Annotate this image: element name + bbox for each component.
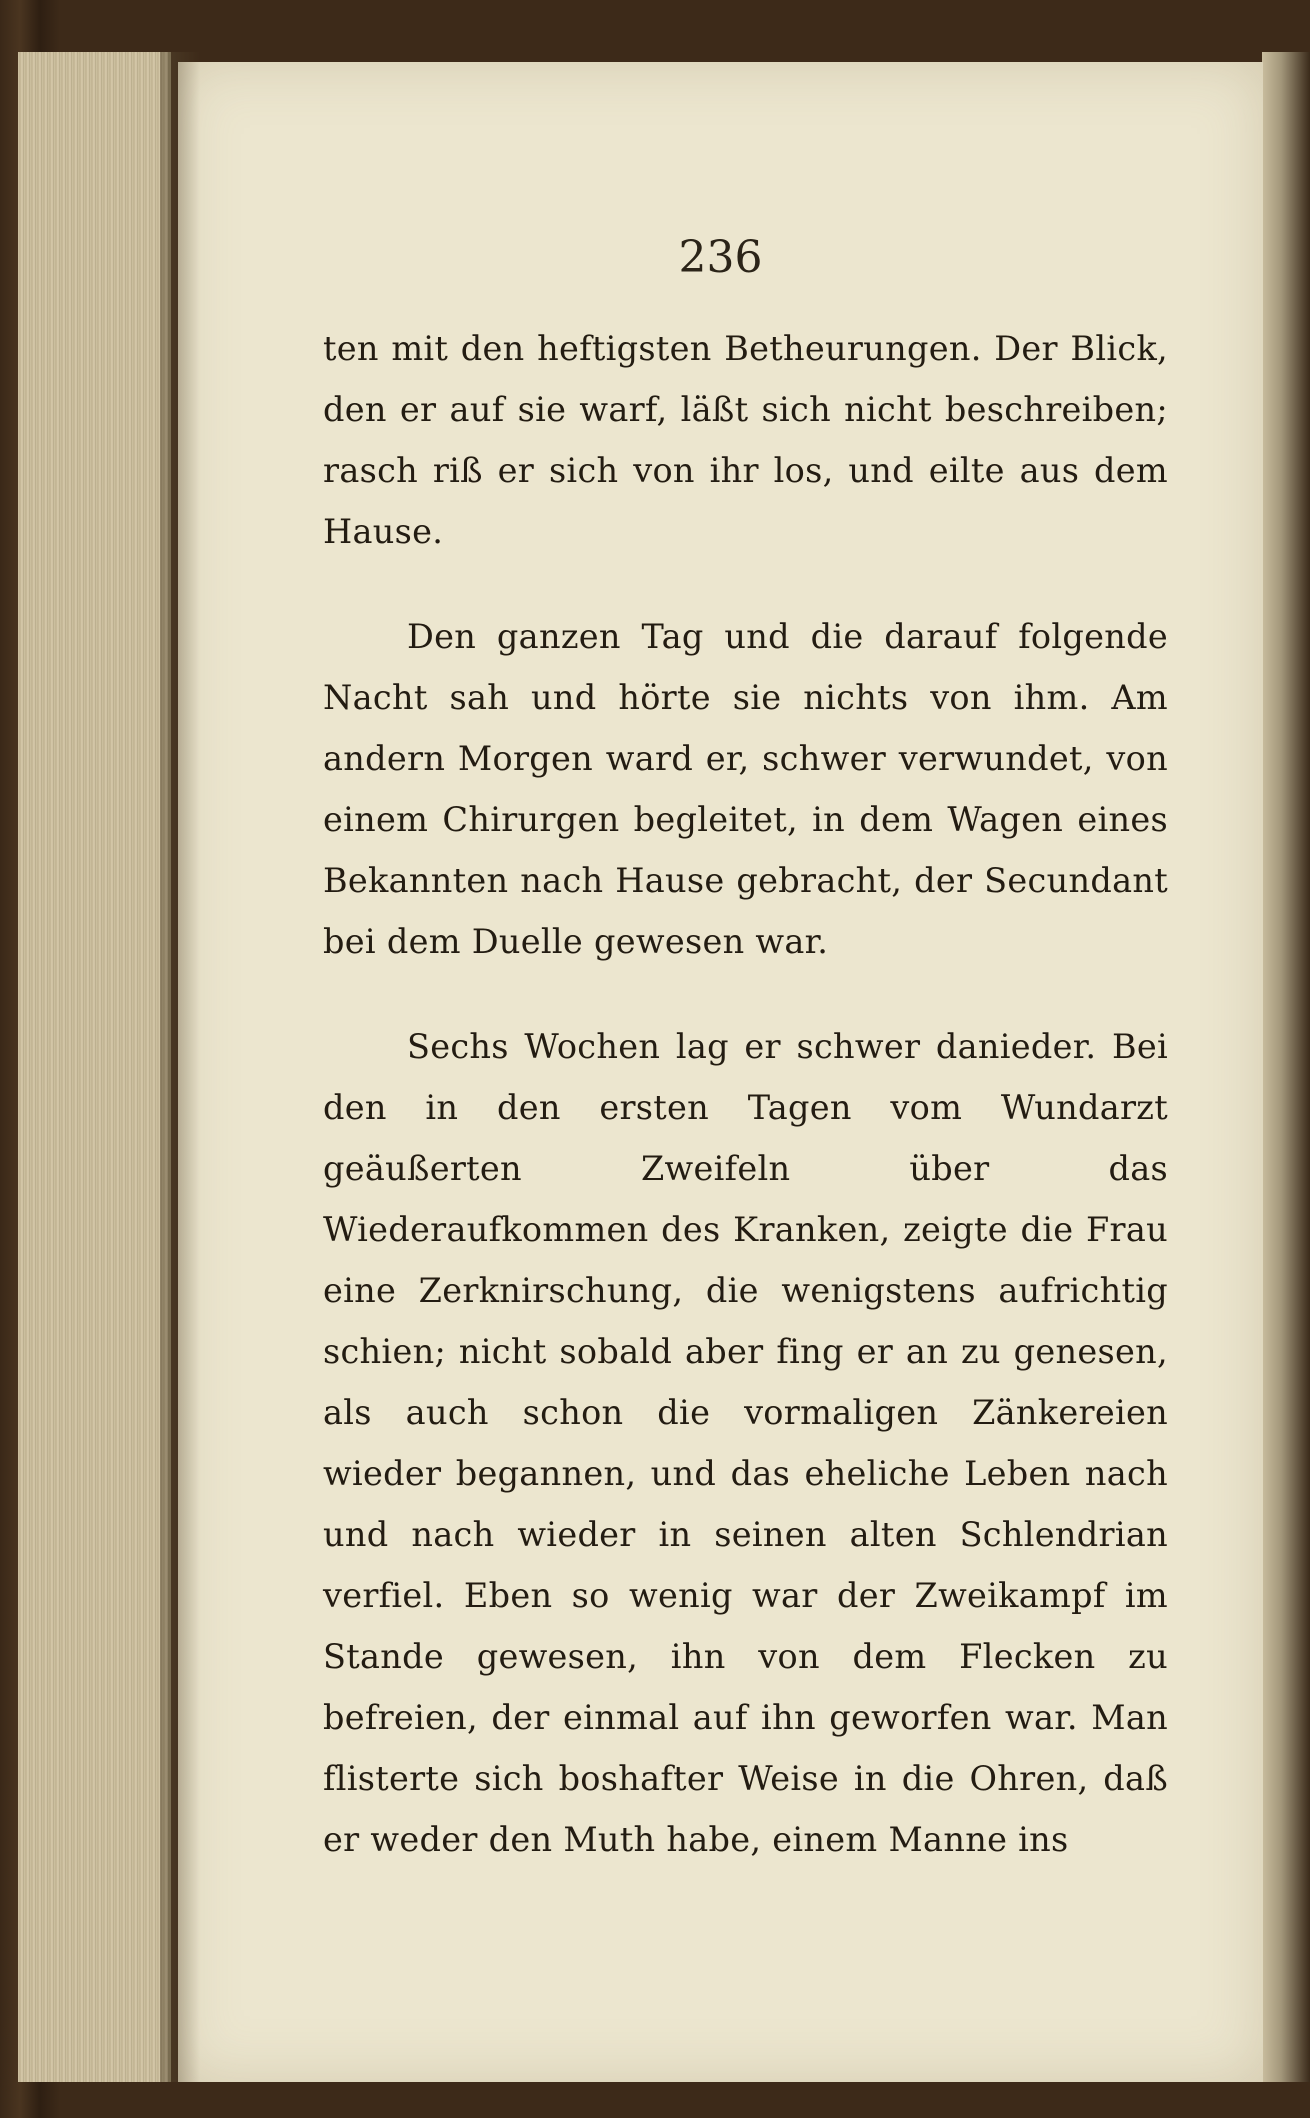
book-cover-edge (1262, 52, 1310, 2082)
book-page (178, 62, 1263, 2082)
spine-shadow (160, 52, 200, 2082)
paragraph-2: Den ganzen Tag und die darauf folgende Nacht sah und hörte sie nichts von ihm. Am andern Morgen ward er, schwer verwundet, von einem Chirurgen begleitet, in dem Wagen eines Bekannten nach Hause gebracht, der Secundant bei dem Duelle gewesen war. (323, 617, 1168, 961)
paragraph-3: Sechs Wochen lag er schwer danieder. Bei den in den ersten Tagen vom Wundarzt geäußerten Zweifeln über das Wiederaufkommen des Kranken, zeigte die Frau eine Zerknirschung, die wenigstens aufrichtig schien; nicht sobald aber fing er an zu genesen, als auch schon die vormaligen Zänkereien wieder begannen, und das eheliche Leben nach und nach wieder in seinen alten Schlendrian verfiel. Eben so wenig war der Zweikampf im Stande gewesen, ihn von dem Flecken zu befreien, der einmal auf ihn geworfen war. Man flisterte sich boshafter Weise in die Ohren, daß er weder den Muth habe, einem Manne ins (323, 1027, 1168, 1859)
page-number: 236 (678, 232, 763, 283)
body-text (323, 318, 1168, 1914)
paragraph-1: ten mit den heftigsten Betheurungen. Der Blick, den er auf sie warf, läßt sich nicht beschreiben; rasch riß er sich von ihr los, und eilte aus dem Hause. (323, 329, 1168, 551)
page-stack-edge (18, 52, 171, 2082)
